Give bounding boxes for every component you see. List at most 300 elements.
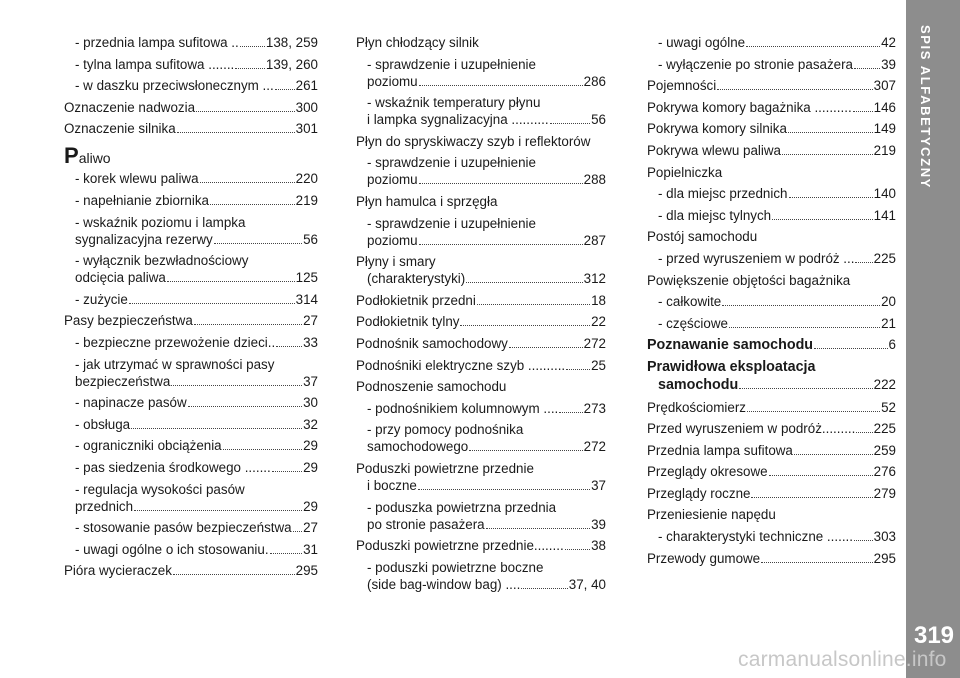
index-entry [647,550,896,567]
index-entry [647,228,896,245]
entry-page: 37 [303,373,318,389]
entry-page: 276 [873,464,896,480]
dot-leader [173,574,295,575]
entry-text: i lampka sygnalizacyjna .......... [367,112,549,128]
entry-line [356,171,606,188]
entry-text: sygnalizacyjna rezerwy [75,231,213,247]
entry-line [356,576,606,593]
entry-text: - dla miejsc przednich [658,186,788,202]
index-entry [647,142,896,159]
entry-text: Podłokietnik przedni [356,292,476,308]
entry-page: 42 [881,35,896,50]
entry-text: poziomu [367,232,418,248]
index-entry [356,460,606,494]
index-entry [647,272,896,289]
entry-line [356,335,606,352]
entry-page: 261 [295,78,318,94]
entry-text: - w daszku przeciwsłonecznym ... [75,78,274,94]
index-entry-bold [647,359,896,394]
entry-text: Podnoszenie samochodu [356,379,507,395]
index-subentry [356,499,606,533]
entry-page: 52 [881,399,896,415]
entry-text: samochodu [658,376,739,393]
dot-leader [275,89,295,90]
index-entry [647,399,896,416]
entry-text: Przed wyruszeniem w podróż......... [647,421,856,437]
dot-leader [177,132,295,133]
entry-page: 22 [591,314,606,330]
entry-line [64,99,318,116]
entry-text: - przednia lampa sufitowa .. [75,35,239,50]
dot-leader [419,244,583,245]
heading-rest: aliwo [78,150,111,167]
index-subentry [64,334,318,351]
entry-text: Poduszki powietrzne przednie........ [356,538,564,554]
entry-line [64,192,318,209]
entry-line [647,228,896,245]
dot-leader [210,204,295,205]
dot-leader [200,182,295,183]
entry-text: - napinacze pasów [75,395,187,411]
entry-line [647,56,896,73]
dot-leader [739,388,872,389]
index-entry [64,562,318,579]
entry-text: bezpieczeństwa [75,373,171,389]
entry-line [647,293,896,310]
entry-text: - pas siedzenia środkowego ....... [75,459,271,475]
entry-text: przednich [75,498,134,514]
index-entry [647,120,896,137]
dot-leader [789,197,873,198]
index-subentry [647,207,896,224]
dot-leader [272,471,302,472]
dot-leader [419,85,583,86]
dot-leader [566,369,590,370]
entry-text: - tylna lampa sufitowa ....... [75,56,235,72]
entry-text: Pasy bezpieczeństwa [64,313,193,329]
index-entry [647,77,896,94]
entry-text: Poznawanie samochodu [647,337,814,354]
index-subentry [647,250,896,267]
entry-page: 295 [295,563,318,579]
index-entry [647,99,896,116]
entry-text: Pojemności [647,78,717,94]
index-subentry [356,215,606,249]
entry-line [356,111,606,128]
entry-page: 31 [303,541,318,557]
entry-line [64,459,318,476]
entry-line [64,170,318,187]
entry-text: Postój samochodu [647,229,758,245]
entry-line [647,550,896,567]
dot-leader [747,411,880,412]
entry-text: - uwagi ogólne o ich stosowaniu. [75,541,269,557]
entry-text: odcięcia paliwa [75,270,166,286]
entry-text: Oznaczenie nadwozia [64,99,196,115]
dot-leader [751,497,872,498]
entry-page: 138, 259 [265,35,318,50]
entry-page: 273 [583,400,606,416]
entry-line [356,438,606,455]
entry-text: - sprawdzenie i uzupełnienie [367,215,536,231]
entry-line [64,312,318,329]
entry-page: 146 [873,99,896,115]
dot-leader [196,111,295,112]
entry-text: - napełnianie zbiornika [75,192,209,208]
entry-text: - zużycie [75,291,128,307]
entry-page: 272 [583,439,606,455]
entry-line [647,420,896,437]
index-entry [64,99,318,116]
index-subentry [64,252,318,286]
entry-page: 20 [881,294,896,310]
entry-page: 27 [303,520,318,536]
entry-page: 29 [303,459,318,475]
entry-line [356,193,606,210]
index-entry [356,133,606,150]
index-subentry [356,154,606,188]
entry-line [647,315,896,332]
dot-leader [559,412,582,413]
entry-page: 295 [873,550,896,566]
entry-line [356,537,606,554]
dot-leader [223,449,302,450]
dot-leader [167,281,295,282]
entry-page: 314 [295,291,318,307]
entry-text: - uwagi ogólne [658,35,746,50]
entry-text: Przeniesienie napędu [647,507,776,523]
entry-line [647,506,896,523]
entry-line [64,77,318,94]
entry-text: - podnośnikiem kolumnowym .... [367,400,559,416]
entry-line [647,34,896,51]
entry-page: 33 [303,334,318,350]
entry-line [356,34,606,51]
entry-text: - przed wyruszeniem w podróż ... [658,250,855,266]
watermark: carmanualsonline.info [738,648,947,671]
entry-page: 139, 260 [265,56,318,72]
entry-line [356,133,606,150]
dot-leader [782,154,873,155]
entry-page: 21 [881,315,896,331]
dot-leader [761,562,873,563]
index-column-1 [64,34,318,584]
dot-leader [853,111,873,112]
entry-line [64,34,318,51]
entry-line [356,400,606,417]
entry-line [64,416,318,433]
entry-line [64,120,318,137]
entry-text: Pokrywa komory bagażnika .......... [647,99,852,115]
entry-text: Poduszki powietrzne przednie [356,460,534,476]
dot-leader [134,510,302,511]
entry-text: Płyny i smary [356,254,436,270]
entry-page: 39 [591,516,606,532]
entry-line [356,232,606,249]
dot-leader [486,528,590,529]
entry-page: 300 [295,99,318,115]
entry-text: - częściowe [658,315,728,331]
entry-text: Przeglądy roczne [647,485,751,501]
dot-leader [469,450,582,451]
index-subentry [647,185,896,202]
entry-text: - poduszka powietrzna przednia [367,499,557,515]
entry-text: Prędkościomierz [647,399,746,415]
index-subentry [356,56,606,90]
entry-line [647,485,896,502]
index-entry [647,442,896,459]
section-sidebar [906,0,960,678]
entry-page: 18 [591,292,606,308]
dot-leader [814,348,888,349]
dot-leader [856,432,872,433]
index-entry [356,335,606,352]
entry-page: 301 [295,121,318,137]
index-column-2 [356,34,606,597]
entry-line [647,185,896,202]
entry-page: 272 [583,335,606,351]
entry-page: 29 [303,438,318,454]
entry-page: 288 [583,172,606,188]
entry-line [64,498,318,515]
entry-text: poziomu [367,73,418,89]
entry-line [647,77,896,94]
entry-text: poziomu [367,172,418,188]
page-number: 319 [913,622,955,649]
entry-text: samochodowego [367,439,469,455]
index-subentry [647,293,896,310]
entry-page: 141 [873,207,896,223]
entry-page: 303 [873,529,896,545]
entry-page: 37, 40 [568,576,606,592]
dot-leader [460,325,590,326]
dot-leader [855,262,872,263]
entry-line [356,313,606,330]
entry-line [647,336,896,354]
dot-leader [418,489,590,490]
entry-page: 219 [295,192,318,208]
dot-leader [772,219,873,220]
dot-leader [171,385,302,386]
entry-line [356,378,606,395]
entry-line [647,442,896,459]
entry-text: Podnośniki elektryczne szyb .......... [356,357,566,373]
entry-line [647,164,896,181]
entry-text: Podnośnik samochodowy [356,335,508,351]
entry-text: Przednia lampa sufitowa [647,442,793,458]
entry-text: Przewody gumowe [647,550,761,566]
entry-line [356,270,606,287]
index-entry [356,313,606,330]
entry-line [64,562,318,579]
entry-page: 222 [873,376,896,392]
entry-page: 29 [303,498,318,514]
index-entry [647,485,896,502]
dot-leader [466,282,582,283]
index-subentry [64,459,318,476]
entry-page: 38 [591,538,606,554]
index-subentry [64,356,318,390]
letter-heading [64,143,318,169]
entry-line [647,250,896,267]
index-entry [64,312,318,329]
entry-page: 307 [873,78,896,94]
entry-page: 312 [583,271,606,287]
dot-leader [746,46,880,47]
entry-text: Oznaczenie silnika [64,121,176,137]
index-subentry [647,528,896,545]
entry-line [64,519,318,536]
dot-leader [722,305,880,306]
dot-leader [729,327,880,328]
index-subentry [64,192,318,209]
dot-leader [129,303,295,304]
index-entry [356,193,606,210]
index-entry [647,463,896,480]
entry-line [647,120,896,137]
index-subentry [356,400,606,417]
entry-text: - regulacja wysokości pasów [75,481,245,497]
dot-leader [521,588,567,589]
index-subentry [64,519,318,536]
index-subentry [647,34,896,51]
index-entry [356,357,606,374]
entry-text: - sprawdzenie i uzupełnienie [367,56,536,72]
dot-leader [293,531,302,532]
entry-text: Przeglądy okresowe [647,464,768,480]
index-subentry [64,541,318,558]
entry-page: 225 [873,250,896,266]
entry-text: - wyłącznik bezwładnościowy [75,253,249,269]
entry-line [64,291,318,308]
entry-line [64,269,318,286]
entry-text: - wyłączenie po stronie pasażera [658,56,854,72]
entry-line [356,477,606,494]
index-subentry [356,559,606,593]
index-entry [356,378,606,395]
entry-page: 220 [295,171,318,187]
entry-page: 56 [591,112,606,128]
index-entry [647,164,896,181]
entry-text: - jak utrzymać w sprawności pasy [75,356,275,372]
index-subentry [64,77,318,94]
entry-page: 25 [591,357,606,373]
dot-leader [565,549,590,550]
entry-line [647,99,896,116]
entry-page: 6 [888,337,896,353]
entry-page: 37 [591,477,606,493]
entry-text: Popielniczka [647,164,723,180]
entry-line [64,373,318,390]
entry-text: - przy pomocy podnośnika [367,422,524,438]
entry-page: 39 [881,56,896,72]
dot-leader [477,304,590,305]
entry-line [647,528,896,545]
dot-leader [270,553,303,554]
dot-leader [788,132,873,133]
entry-page: 140 [873,186,896,202]
entry-text: - poduszki powietrzne boczne [367,559,544,575]
entry-page: 30 [303,395,318,411]
index-subentry [64,214,318,248]
entry-text: - sprawdzenie i uzupełnienie [367,155,536,171]
dot-leader [194,324,302,325]
entry-line [64,56,318,73]
index-entry [64,120,318,137]
entry-page: 279 [873,485,896,501]
entry-line [647,272,896,289]
entry-text: (charakterystyki) [367,271,466,287]
entry-line [64,437,318,454]
entry-text: - całkowite [658,294,722,310]
index-subentry [356,94,606,128]
entry-line [64,541,318,558]
index-column-3 [647,34,896,571]
dot-leader [240,46,265,47]
index-entry-bold [647,336,896,354]
heading-initial: P [64,143,79,169]
entry-text: Pokrywa komory silnika [647,121,787,137]
entry-text: - korek wlewu paliwa [75,171,199,187]
index-entry [356,537,606,554]
entry-line [647,207,896,224]
index-subentry [64,416,318,433]
dot-leader [419,183,583,184]
dot-leader [131,428,302,429]
entry-line [647,399,896,416]
index-subentry [64,291,318,308]
entry-text: Płyn do spryskiwaczy szyb i reflektorów [356,133,591,149]
dot-leader [550,123,591,124]
entry-page: 32 [303,416,318,432]
entry-line [647,463,896,480]
entry-text: - stosowanie pasów bezpieczeństwa [75,520,292,536]
index-subentry [647,315,896,332]
dot-leader [794,454,873,455]
entry-line [64,231,318,248]
index-entry [356,34,606,51]
entry-text: - ograniczniki obciążenia [75,438,222,454]
entry-line [64,334,318,351]
entry-line [64,394,318,411]
entry-text: (side bag-window bag) .... [367,576,521,592]
dot-leader [214,243,302,244]
index-entry [356,292,606,309]
entry-page: 259 [873,442,896,458]
entry-text: - charakterystyki techniczne ....... [658,529,853,545]
entry-text: Płyn hamulca i sprzęgła [356,193,498,209]
index-subentry [64,481,318,515]
entry-page: 286 [583,73,606,89]
entry-text: Prawidłowa eksploatacja [647,358,816,375]
entry-line [647,376,896,394]
index-subentry [64,170,318,187]
dot-leader [509,347,583,348]
section-title: SPIS ALFABETYCZNY [918,25,933,189]
dot-leader [717,89,872,90]
entry-text: - wskaźnik temperatury płynu [367,95,541,111]
entry-text: - wskaźnik poziomu i lampka [75,214,246,230]
index-subentry [64,34,318,51]
dot-leader [769,475,873,476]
index-subentry [356,421,606,455]
entry-page: 125 [295,270,318,286]
index-subentry [64,56,318,73]
index-entry [647,420,896,437]
entry-text: po stronie pasażera [367,516,485,532]
entry-page: 27 [303,313,318,329]
entry-text: - obsługa [75,416,131,432]
